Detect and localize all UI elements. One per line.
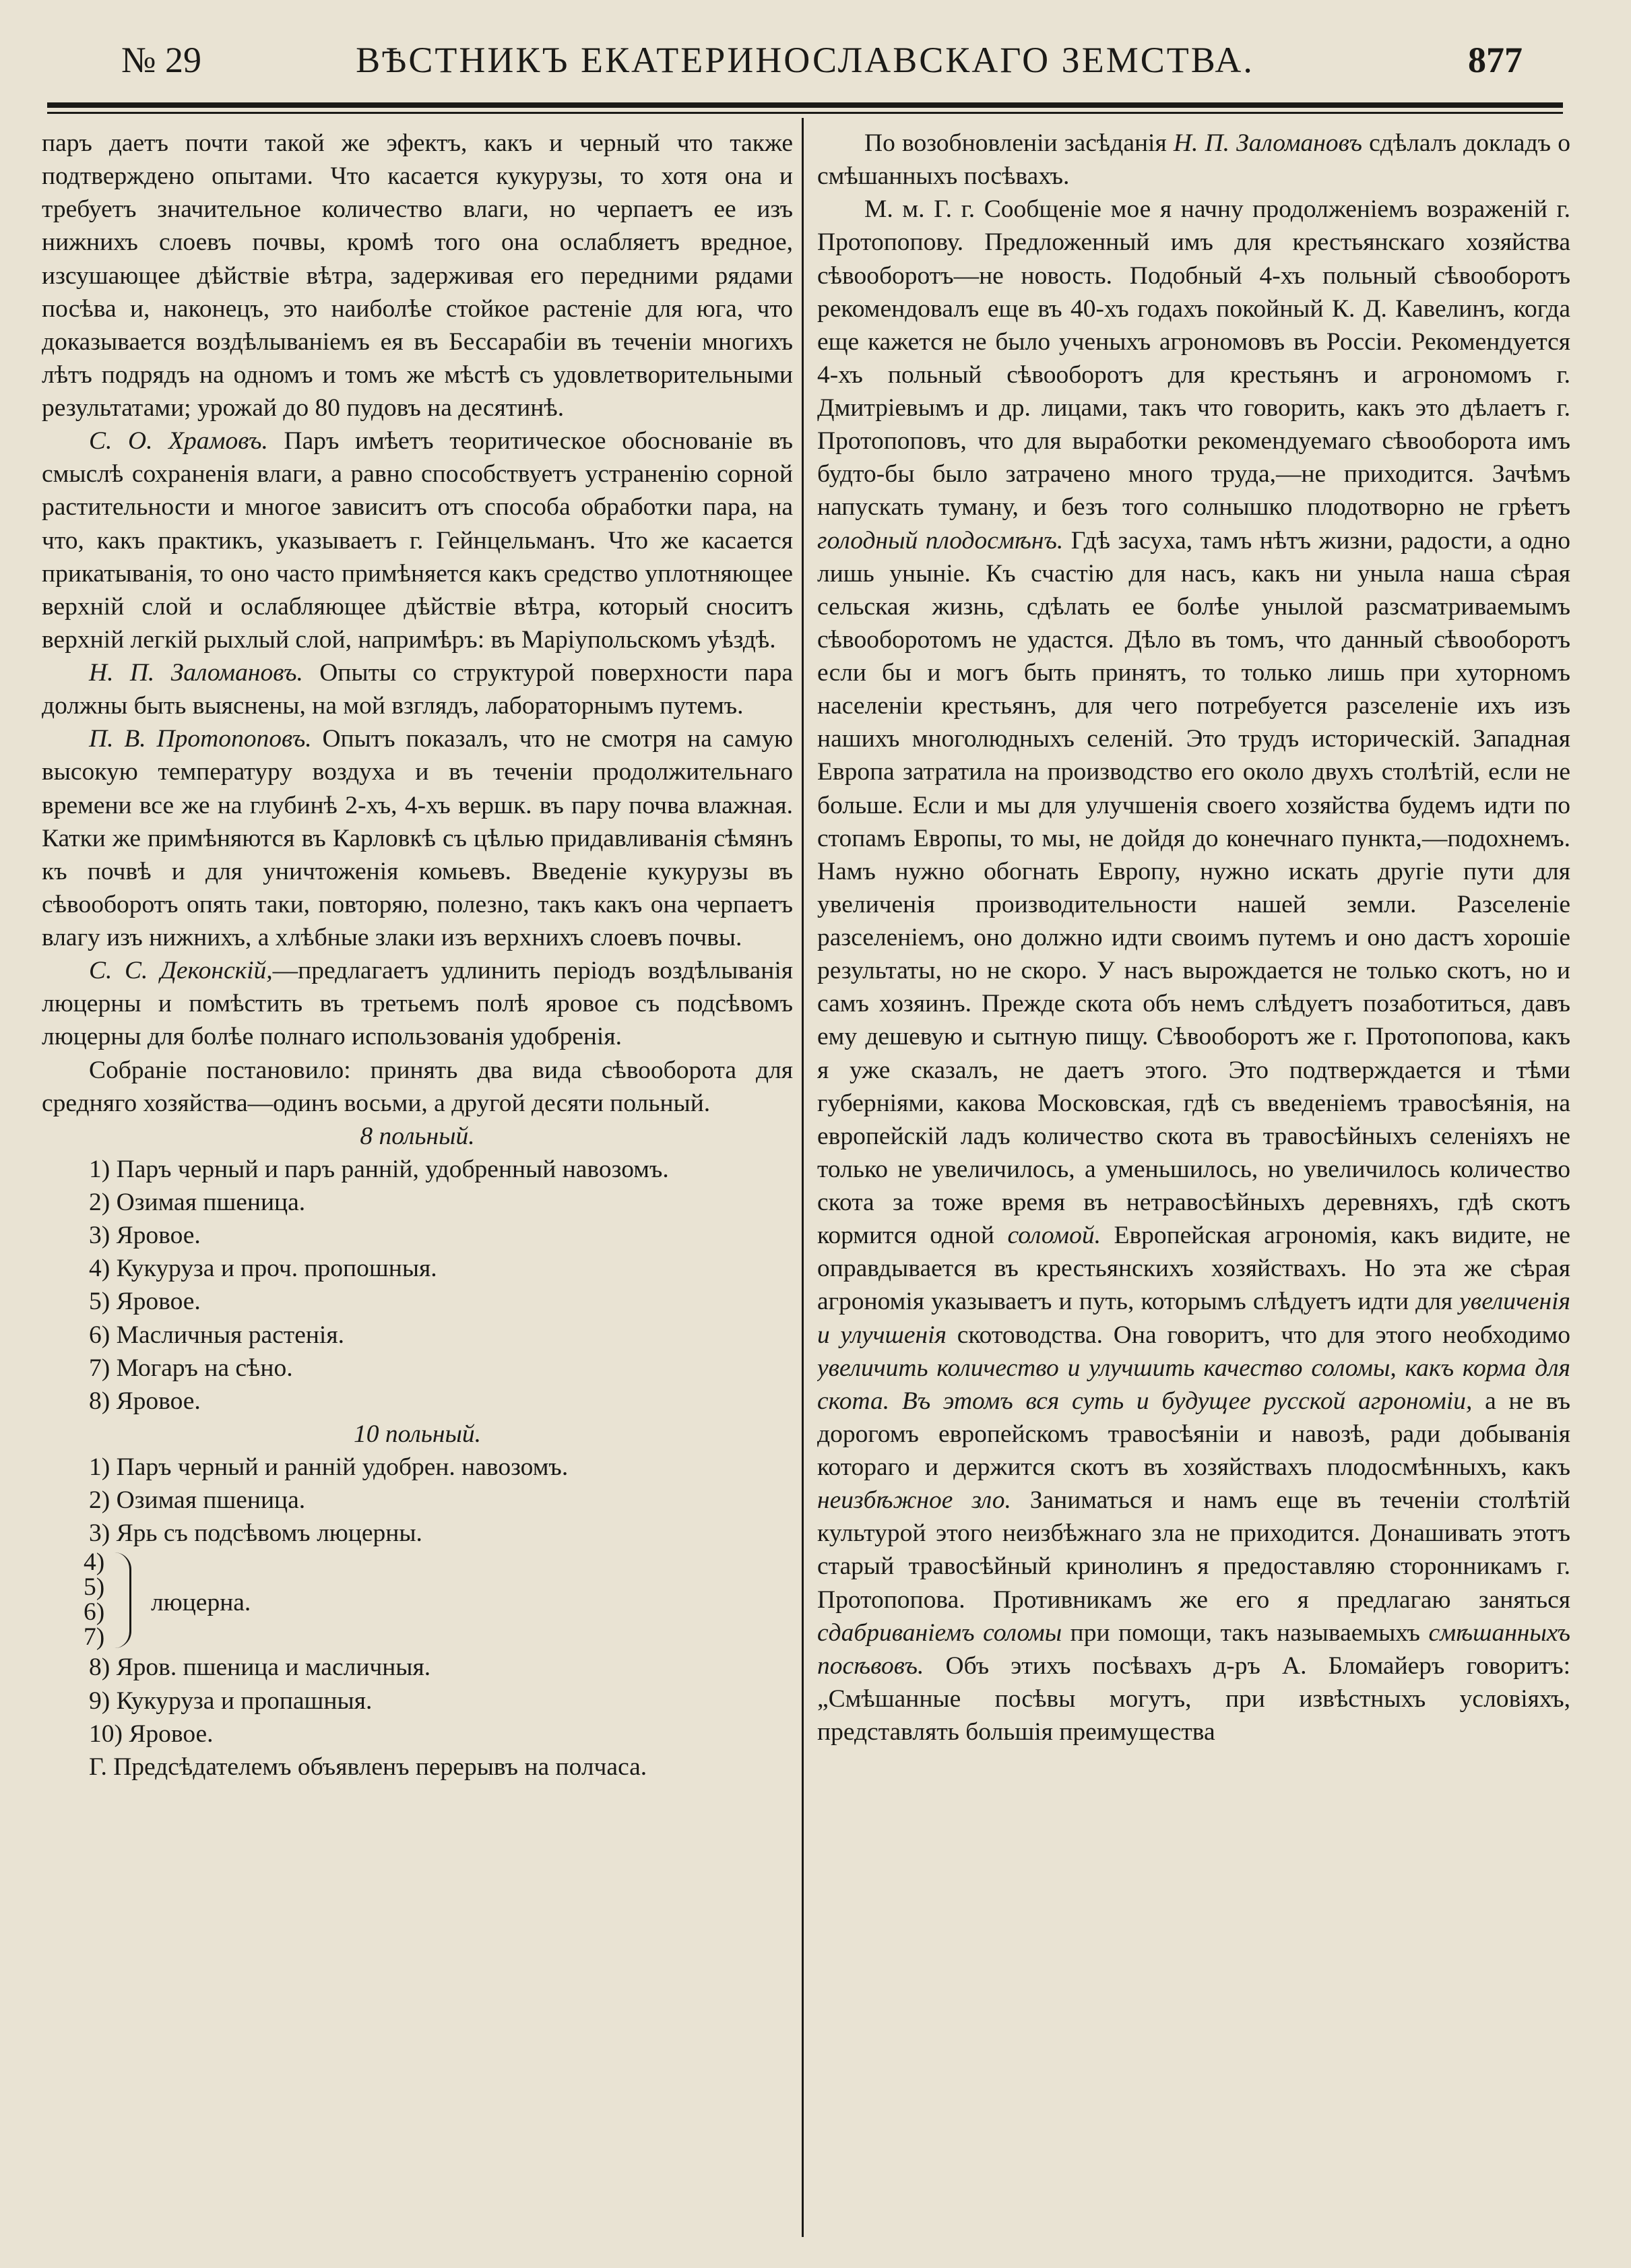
speaker-name: С. О. Храмовъ.: [89, 427, 268, 455]
paragraph: П. В. Протопоповъ. Опытъ показалъ, что не смотря на самую высокую температуру воздуха и въ теченіи продолжительнаго времени все же на глубинѣ 2-хъ, 4-хъ вершк. въ пару почва влажная. Катки же примѣняются въ Карловкѣ съ цѣлью придавливанія сѣмянъ къ почвѣ и для уничтоженія комьевъ. Введеніе кукурузы въ сѣвооборотъ опять таки, повторяю, полезно, такъ какъ она черпаетъ влагу изъ нижнихъ, а хлѣбные злаки изъ верхнихъ слоевъ почвы.: [42, 725, 793, 951]
page-number: 877: [1468, 40, 1523, 80]
curly-brace: [115, 1552, 131, 1648]
list-number: 5): [84, 1573, 105, 1602]
list-item: 8) Яровое.: [89, 1387, 201, 1415]
header-rule-thin: [47, 112, 1563, 114]
list-item: 10) Яровое.: [89, 1720, 214, 1748]
issue-number: № 29: [121, 40, 202, 80]
list-number: 6): [84, 1598, 105, 1627]
emphasis: увеличить количество и улучшить качество соломы, какъ корма для скота. Въ этомъ вся суть и будущее русской агрономіи,: [817, 1354, 1570, 1415]
paragraph: С. О. Храмовъ. Паръ имѣетъ теоритическое обоснованіе въ смыслѣ сохраненія влаги, а равно способствуетъ устраненію сорной растительности и многое зависитъ отъ способа обработки пара, на что, какъ практикъ, указываетъ г. Гейнцельманъ. Что же касается прикатыванія, то оно часто примѣняется какъ средство уплотняющее верхній слой и ослабляющее дѣйствіе вѣтра, который сноситъ верхній легкій рыхлый слой, напримѣръ: въ Маріупольскомъ уѣздѣ.: [42, 427, 793, 654]
brace-label: люцерна.: [151, 1589, 251, 1617]
list-item: 3) Яровое.: [89, 1222, 201, 1250]
section-heading: 10 польный.: [354, 1420, 481, 1448]
list-item: 7) Могаръ на сѣно.: [89, 1354, 293, 1382]
list-item: 4) Кукуруза и проч. пропошныя.: [89, 1255, 437, 1283]
emphasis: смѣшанныхъ посѣвовъ.: [817, 1618, 1570, 1680]
list-item: 2) Озимая пшеница.: [89, 1189, 306, 1216]
emphasis: голодный плодосмѣнъ.: [817, 526, 1064, 555]
header-rule-thick: [47, 102, 1563, 108]
page-header: [47, 34, 1563, 88]
right-column: [817, 127, 1570, 2236]
emphasis: соломой.: [1007, 1222, 1101, 1250]
paragraph: М. м. Г. г. Сообщеніе мое я начну продолженіемъ возраженій г. Протопопову. Предложенный имъ для крестьянскаго хозяйства сѣвооборотъ—не новость. Подобный 4-хъ польный сѣвооборотъ рекомендовалъ еще въ 40-хъ годахъ покойный К. Д. Кавелинъ, когда еще кажется не было ученыхъ агрономовъ въ Россіи. Рекомендуется 4-хъ польный сѣвооборотъ для крестьянъ и агрономомъ г. Дмитріевымъ и др. лицами, такъ что говорить, какъ это дѣлаетъ г. Протопоповъ, что для выработки рекомендуемаго сѣвооборота имъ будто-бы было затрачено много труда,—не приходится. Зачѣмъ напускать туману, и безъ того солнышко плодотворно не грѣетъ голодный плодосмѣнъ. Гдѣ засуха, тамъ нѣтъ жизни, радости, а одно лишь уныніе. Къ счастію для насъ, какъ ни унылa наша сѣрая сельская жизнь, сдѣлать ее болѣе унылой разсматриваемымъ сѣвооборотомъ не удастся. Дѣло въ томъ, что данный сѣвооборотъ если бы и могъ быть принятъ, то только лишь при хуторномъ населеніи крестьянъ, для чего потребуется разселеніе ихъ изъ нашихъ многолюдныхъ селеній. Это трудъ историческій. Западная Европа затратила на производство его около двухъ столѣтій, если не больше. Если и мы для улучшенія своего хозяйства будемъ идти по стопамъ Европы, то мы, не дойдя до конечнаго пункта,—подохнемъ. Намъ нужно обогнать Европу, нужно искать другіе пути для увеличенія производительности нашей земли. Разселеніе разселеніемъ, оно должно идти своимъ путемъ и оно дастъ хорошіе результаты, но не скоро. У насъ вырождается не только скотъ, но и самъ хозяинъ. Прежде скота объ немъ слѣдуетъ позаботиться, давъ ему дешевую и сытную пищу. Сѣвооборотъ же г. Протопопова, какъ я уже сказалъ, не даетъ этого. Это подтверждается и тѣми губерніями, какова Московская, гдѣ съ введеніемъ травосѣянія, на европейскій ладъ количество скота въ травосѣйныхъ селеніяхъ не только не увеличилось, а уменьшилось, но увеличилось количество скота за тоже время въ нетравосѣйныхъ деревняхъ, гдѣ скотъ кормится одной соломой. Европейская агрономія, какъ видите, не оправдывается въ крестьянскихъ хозяйствахъ. Но эта же сѣрая агрономія указываетъ и путь, которымъ слѣдуетъ идти для увеличенія и улучшенія скотоводства. Она говоритъ, что для этого необходимо увеличить количество и улучшить качество соломы, какъ корма для скота. Въ этомъ вся суть и будущее русской агрономіи, а не въ дорогомъ европейскомъ травосѣяніи и навозѣ, ради добыванія котораго и держится скотъ въ хозяйствахъ плодосмѣнныхъ, какъ неизбѣжное зло. Заниматься и намъ еще въ теченіи столѣтій культурой этого неизбѣжнаго зла не приходится. Донашивать этотъ старый травосѣйный кринолинъ я предоставляю сторонникамъ г. Протопопова. Противникамъ же его я предлагаю заняться сдабриваніемъ соломы при помощи, такъ называемыхъ смѣшанныхъ посѣвовъ. Объ этихъ посѣвахъ д-ръ А. Бломайеръ говоритъ: „Смѣшанные посѣвы могутъ, при извѣстныхъ условіяхъ, представлять большія преимущества: [817, 195, 1570, 1746]
paragraph: Н. П. Заломановъ. Опыты со структурой поверхности пара должны быть выяснены, на мой взглядъ, лабораторнымъ путемъ.: [42, 659, 793, 720]
list-item: 5) Яровое.: [89, 1288, 201, 1316]
list-item: 2) Озимая пшеница.: [89, 1486, 306, 1515]
rotation-list-10: [42, 1451, 793, 1751]
speaker-name: Н. П. Заломановъ: [1173, 129, 1362, 157]
left-column: [42, 127, 793, 2236]
paragraph: Г. Предсѣдателемъ объявленъ перерывъ на полчаса.: [89, 1753, 647, 1781]
list-number: 4): [84, 1548, 105, 1577]
speaker-name: С. С. Деконскій,: [89, 957, 273, 985]
list-number: 7): [84, 1623, 105, 1651]
emphasis: увеличенія и улучшенія: [817, 1288, 1570, 1349]
speaker-name: Н. П. Заломановъ.: [89, 659, 303, 687]
journal-title: ВѢСТНИКЪ ЕКАТЕРИНОСЛАВСКАГО ЗЕМСТВА.: [356, 40, 1254, 80]
list-item: 6) Масличныя растенія.: [89, 1321, 344, 1349]
column-divider: [802, 118, 804, 2237]
speaker-name: П. В. Протопоповъ.: [89, 725, 312, 753]
paragraph: По возобновленіи засѣданія Н. П. Заломановъ сдѣлалъ докладъ о смѣшанныхъ посѣвахъ.: [817, 129, 1570, 191]
emphasis: неизбѣжное зло.: [817, 1486, 1011, 1515]
list-item: 3) Ярь съ подсѣвомъ люцерны.: [89, 1519, 422, 1548]
list-item: 1) Паръ черный и ранній удобрен. навозомъ.: [89, 1453, 569, 1481]
brace-group: [84, 1550, 793, 1651]
paragraph: С. С. Деконскій,—предлагаетъ удлинить періодъ воздѣлыванія люцерны и помѣстить въ третьемъ полѣ яровое съ подсѣвомъ люцерны для болѣе полнаго использованія удобренія.: [42, 957, 793, 1051]
list-item: 9) Кукуруза и пропашныя.: [89, 1687, 373, 1715]
brace-numbers: [84, 1550, 104, 1649]
list-item: 8) Яров. пшеница и масличныя.: [89, 1653, 431, 1682]
paragraph: паръ даетъ почти такой же эфектъ, какъ и черный что также подтверждено опытами. Что касается кукурузы, то хотя она и требуетъ значительное количество влаги, но черпаетъ ее изъ нижнихъ слоевъ почвы, кромѣ того она ослабляетъ вредное, изсушающее дѣйствіе вѣтра, задерживая его передними рядами посѣва и, наконецъ, это наиболѣе стойкое растеніе для юга, что доказывается воздѣлываніемъ ея въ Бессарабіи въ теченіи многихъ лѣтъ подрядъ на одномъ и томъ же мѣстѣ съ удовлетворительными результатами; урожай до 80 пудовъ на десятинѣ.: [42, 129, 793, 422]
emphasis: сдабриваніемъ соломы: [817, 1618, 1062, 1647]
paragraph: Собраніе постановило: принять два вида сѣвооборота для средняго хозяйства—одинъ восьми, а другой десяти польный.: [42, 1056, 793, 1117]
section-heading: 8 польный.: [360, 1122, 475, 1150]
rotation-list-8: [42, 1153, 793, 1418]
list-item: 1) Паръ черный и паръ ранній, удобренный навозомъ.: [89, 1155, 669, 1183]
